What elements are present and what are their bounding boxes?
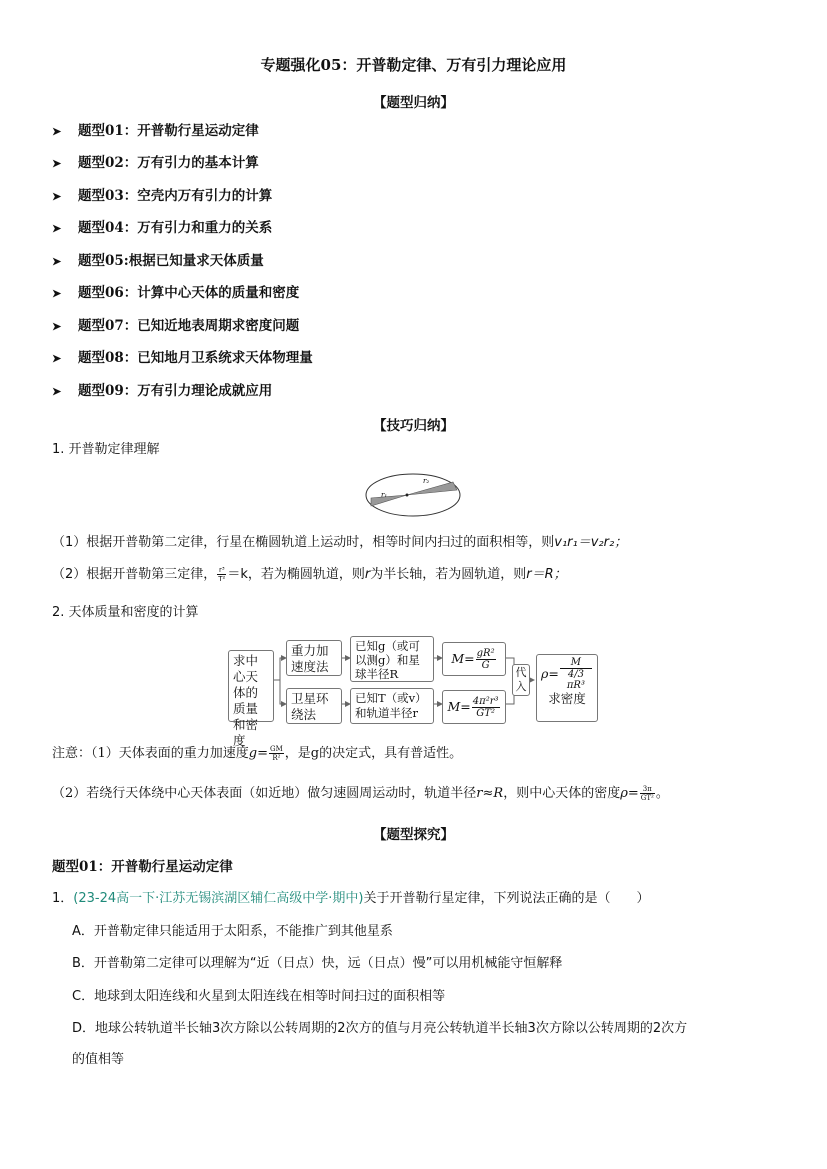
box-substitute: 代入 [512, 664, 530, 696]
arrow-icon: ➤ [52, 287, 62, 300]
option-c: C．地球到太阳连线和火星到太阳连线在相等时间扫过的面积相等 [72, 989, 446, 1004]
mass-density-flow-diagram [228, 636, 600, 748]
box-known-T: 已知T（或v）和轨道半径r [350, 688, 434, 724]
sun-dot [406, 494, 409, 497]
skill1-paragraph-1: （1）根据开普勒第二定律，行星在椭圆轨道上运动时，相等时间内扫过的面积相等，则v₁r₁＝v₂r₂； [52, 535, 628, 550]
arrow-icon: ➤ [52, 222, 62, 235]
box-mass-formula-1: M= $\frac{\text{gR²}}{G}$ [442, 642, 506, 676]
kepler-third-fraction: $\frac{\text{r³}}{\text{T²}}$ [218, 566, 226, 583]
question-stem: 1．(23-24高一下·江苏无锡滨湖区辅仁高级中学·期中)关于开普勒行星定律，下列说法正确的是（ ） [52, 891, 650, 906]
explore-topic-heading: 题型01：开普勒行星运动定律 [52, 859, 233, 875]
topic-item: ➤ 题型09：万有引力理论成就应用 [52, 381, 272, 401]
skill1-paragraph-2: （2）根据开普勒第三定律， $\frac{\text{r³}}{\text{T²}}$ ＝k，若为椭圆轨道，则r为半长轴，若为圆轨道，则r＝R； [52, 566, 567, 583]
topic-item: ➤ 题型01：开普勒行星运动定律 [52, 121, 259, 141]
box-density: ρ= $\frac{M}{\text{4/3 πR³}}$ 求密度 [536, 654, 598, 722]
box-satellite-method: 卫星环绕法 [286, 688, 342, 724]
gravity-fraction: $\frac{GM}{\text{R²}}$ [270, 745, 283, 762]
label-r2: r₂ [423, 477, 430, 485]
box-gravity-method: 重力加速度法 [286, 640, 342, 676]
option-d: D．地球公转轨道半长轴3次方除以公转周期的2次方的值与月亮公转轨道半长轴3次方除以公转周期的2次方 [72, 1021, 688, 1036]
topic-item: ➤ 题型06：计算中心天体的质量和密度 [52, 283, 299, 303]
topic-item: ➤ 题型02：万有引力的基本计算 [52, 153, 259, 173]
label-r1: r₁ [381, 491, 388, 499]
box-mass-formula-2: M= $\frac{\text{4π²r³}}{\text{GT²}}$ [442, 690, 506, 724]
note-1: 注意：（1）天体表面的重力加速度g= $\frac{GM}{\text{R²}}$ ，是g的决定式，具有普适性。 [52, 745, 463, 762]
note-2: （2）若绕行天体绕中心天体表面（如近地）做匀速圆周运动时，轨道半径r≈R，则中心天体的密度ρ= $\frac{3\pi}{\text{GT²}}$ 。 [52, 785, 669, 802]
skill2-heading: 2. 天体质量和密度的计算 [52, 605, 199, 620]
arrow-icon: ➤ [52, 125, 62, 138]
orbit-ellipse-figure [363, 470, 463, 520]
arrow-icon: ➤ [52, 320, 62, 333]
topic-item: ➤ 题型04：万有引力和重力的关系 [52, 218, 272, 238]
box-known-g: 已知g（或可以测g）和星球半径R [350, 636, 434, 682]
topic-item: ➤ 题型07：已知近地表周期求密度问题 [52, 316, 299, 336]
topic-item: ➤ 题型03：空壳内万有引力的计算 [52, 186, 272, 206]
box-start: 求中心天体的质量和密度 [228, 650, 274, 722]
arrow-icon: ➤ [52, 190, 62, 203]
section-skills-heading: 【技巧归纳】 [373, 418, 454, 434]
arrow-icon: ➤ [52, 157, 62, 170]
option-d-continued: 的值相等 [72, 1052, 125, 1067]
question-source-link[interactable]: (23-24高一下·江苏无锡滨湖区辅仁高级中学·期中) [73, 891, 364, 906]
arrow-icon: ➤ [52, 352, 62, 365]
arrow-icon: ➤ [52, 255, 62, 268]
skill1-heading: 1. 开普勒定律理解 [52, 442, 160, 457]
topic-item: ➤ 题型05:根据已知量求天体质量 [52, 251, 264, 271]
section-explore-heading: 【题型探究】 [373, 827, 454, 843]
option-a: A．开普勒定律只能适用于太阳系，不能推广到其他星系 [72, 924, 393, 939]
option-b: B．开普勒第二定律可以理解为“近（日点）快，远（日点）慢”可以用机械能守恒解释 [72, 956, 563, 971]
arrow-icon: ➤ [52, 385, 62, 398]
swept-area-left [371, 495, 407, 506]
page-title: 专题强化05：开普勒定律、万有引力理论应用 [260, 56, 567, 74]
swept-area-right [407, 482, 457, 495]
density-fraction: $\frac{3\pi}{\text{GT²}}$ [640, 785, 654, 802]
section-types-heading: 【题型归纳】 [373, 95, 454, 111]
formula-v1r1: v₁r₁＝v₂r₂； [554, 535, 628, 550]
topic-item: ➤ 题型08：已知地月卫系统求天体物理量 [52, 348, 313, 368]
